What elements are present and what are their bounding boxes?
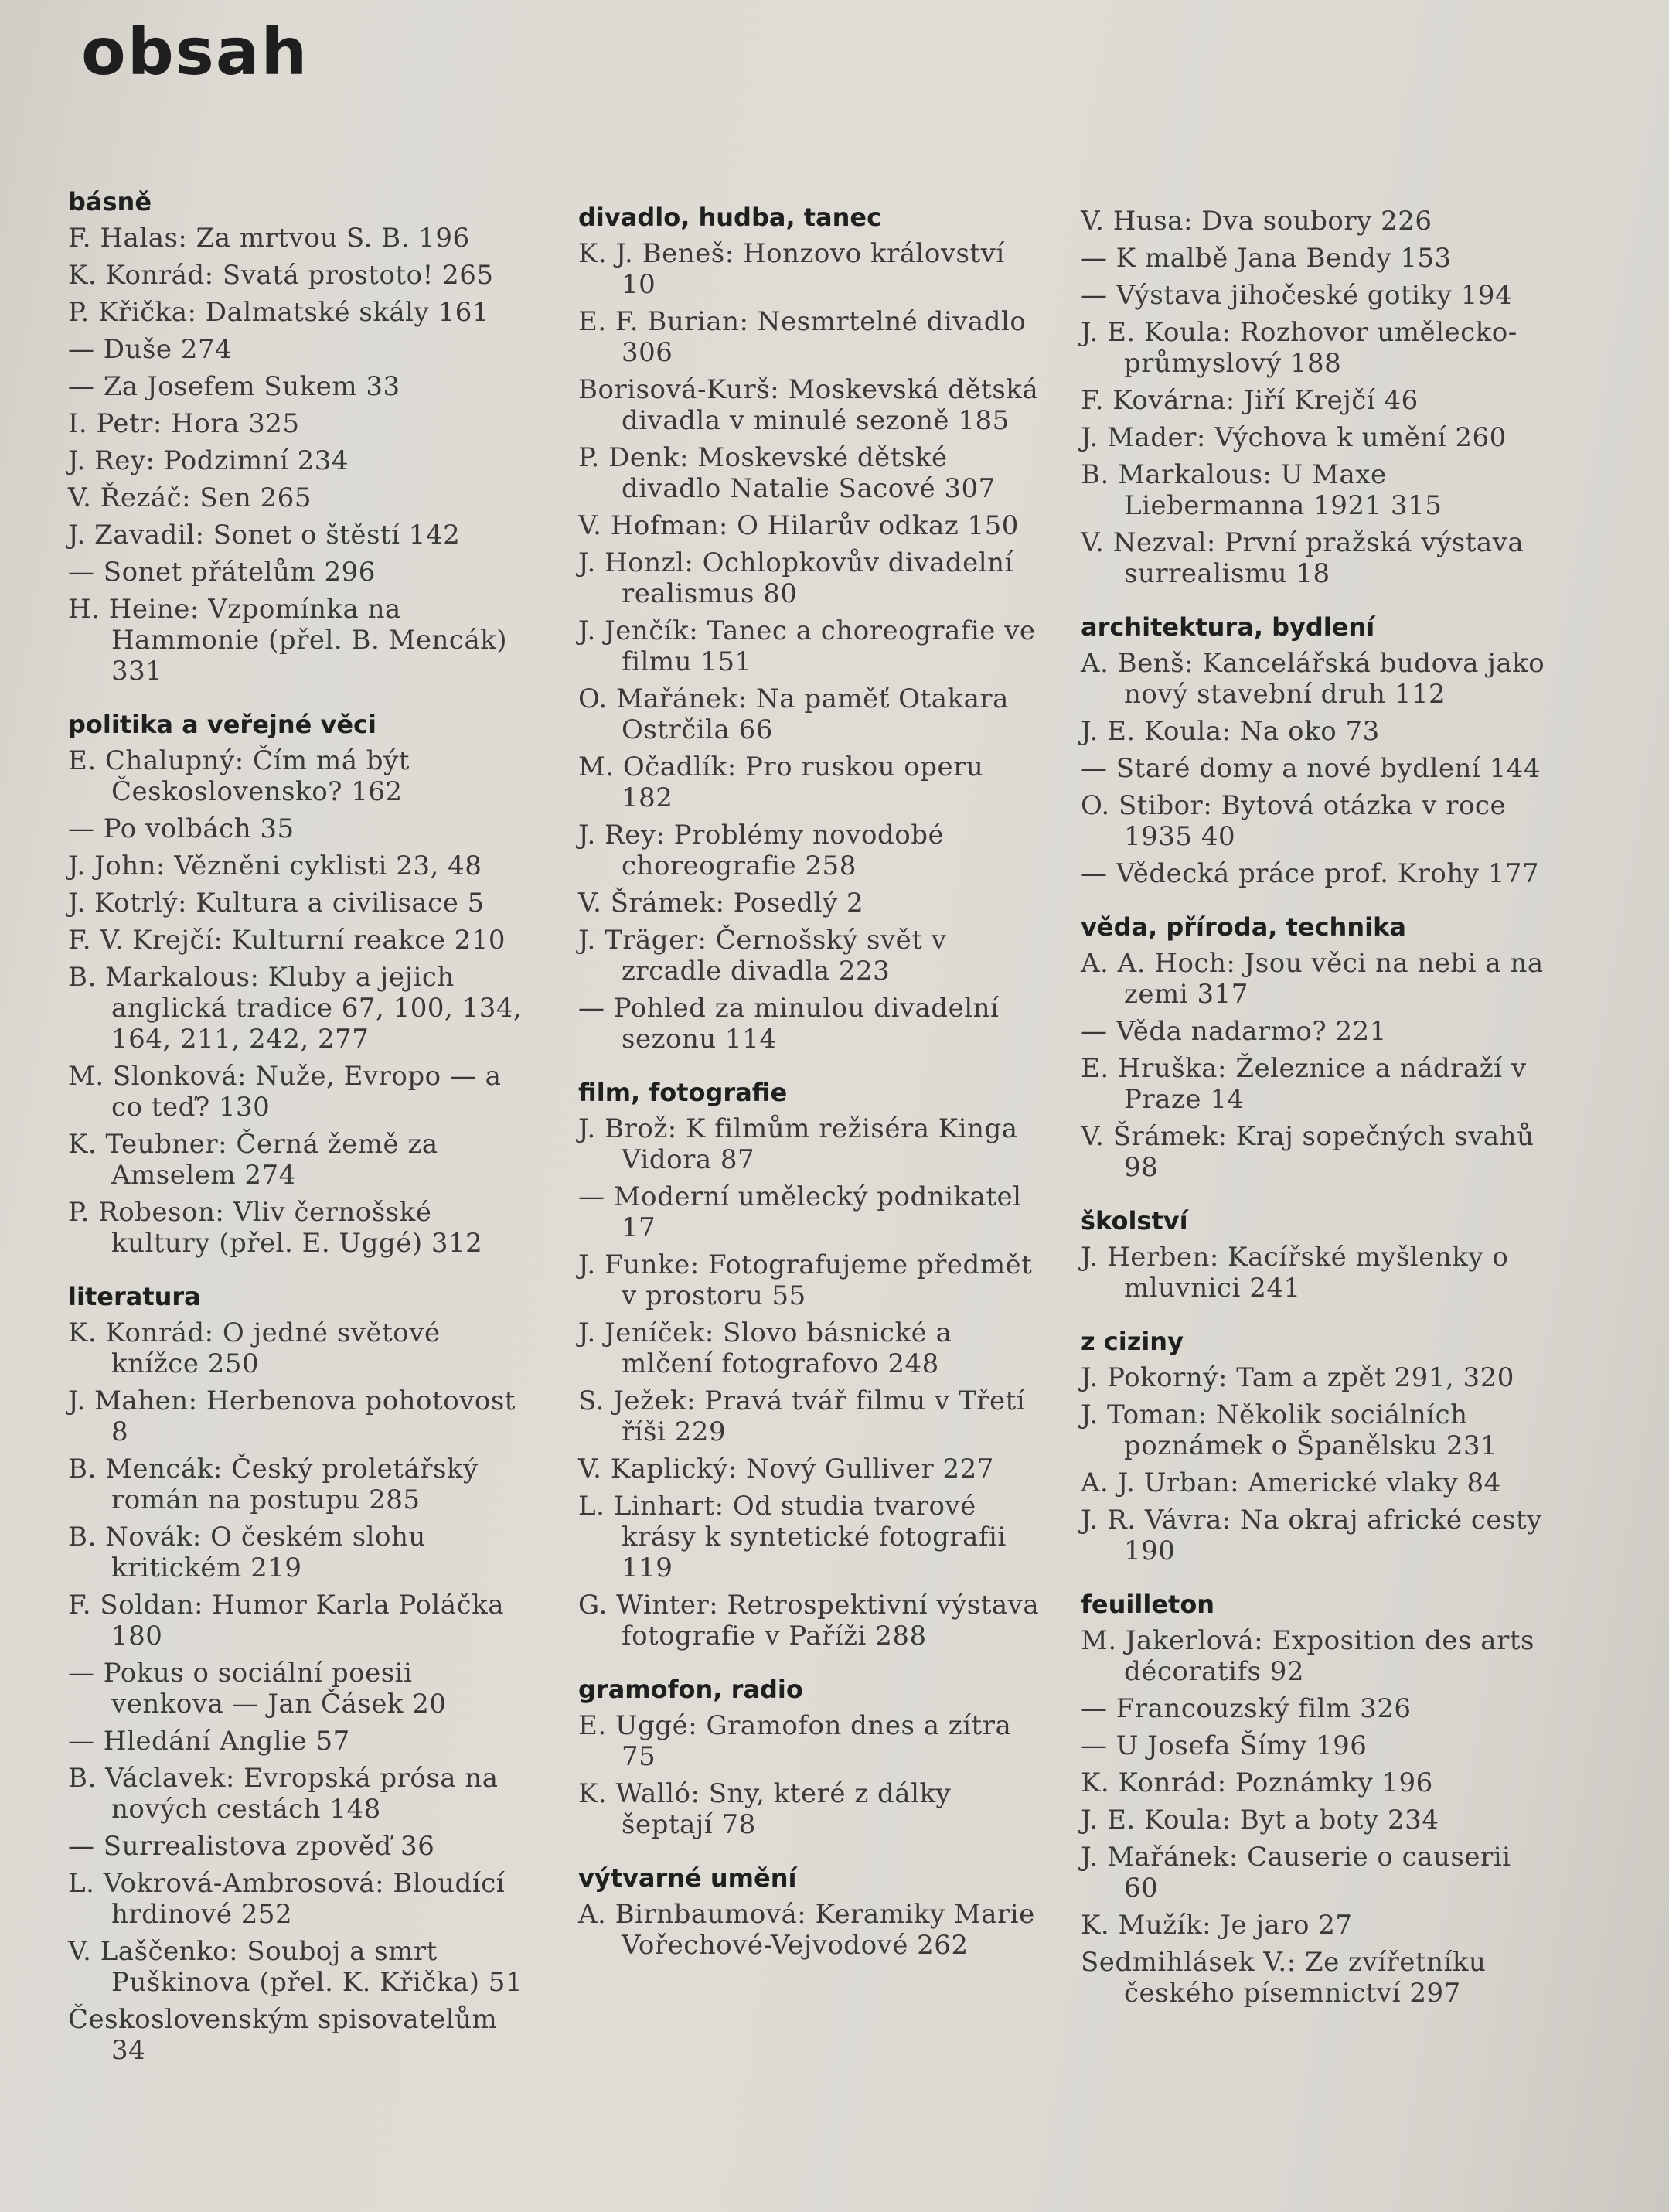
toc-section: [578, 201, 1042, 1055]
toc-entry: K. Konrád: O jedné světové knížce 250: [68, 1317, 441, 1379]
toc-entry: V. Husa: Dva soubory 226: [1081, 206, 1432, 237]
toc-section: [1081, 911, 1552, 1183]
toc-entry: F. Soldan: Humor Karla Poláčka 180: [68, 1590, 504, 1651]
toc-entry: G. Winter: Retrospektivní výstava fotografie v Paříži 288: [578, 1590, 1040, 1651]
toc-entry: — U Josefa Šímy 196: [1081, 1730, 1368, 1761]
toc-entry: J. Toman: Několik sociálních poznámek o Španělsku 231: [1081, 1399, 1498, 1461]
toc-entry: Sedmihlásek V.: Ze zvířetníku českého písemnictví 297: [1081, 1947, 1487, 2009]
toc-entry: V. Šrámek: Kraj sopečných svahů 98: [1081, 1121, 1534, 1183]
toc-entry: E. Chalupný: Čím má být Československo? 162: [68, 745, 410, 807]
toc-entry: K. Konrád: Poznámky 196: [1081, 1767, 1433, 1798]
toc-section: [578, 1076, 1042, 1651]
toc-entry: H. Heine: Vzpomínka na Hammonie (přel. B. Mencák) 331: [68, 594, 508, 687]
toc-section: [1081, 1205, 1552, 1304]
toc-entry: F. V. Krejčí: Kulturní reakce 210: [68, 925, 506, 956]
toc-entry: K. Teubner: Černá žemě za Amselem 274: [68, 1129, 438, 1191]
toc-entry: E. Uggé: Gramofon dnes a zítra 75: [578, 1710, 1012, 1772]
toc-entry: K. J. Beneš: Honzovo království 10: [578, 238, 1005, 300]
toc-entry: V. Nezval: První pražská výstava surrealismu 18: [1081, 527, 1524, 589]
toc-entry: J. Herben: Kacířské myšlenky o mluvnici 241: [1081, 1242, 1509, 1304]
toc-entry: — Po volbách 35: [68, 813, 295, 844]
toc-entry: V. Hofman: O Hilarův odkaz 150: [578, 510, 1019, 541]
toc-entry: J. Rey: Problémy novodobé choreografie 258: [578, 820, 945, 881]
section-heading: z ciziny: [1081, 1327, 1184, 1356]
column-3: [1081, 206, 1552, 2030]
toc-entry: B. Václavek: Evropská prósa na nových cestách 148: [68, 1763, 499, 1825]
toc-entry: J. John: Vězněni cyklisti 23, 48: [68, 850, 482, 881]
section-heading: literatura: [68, 1282, 201, 1311]
toc-entry: — Výstava jihočeské gotiky 194: [1081, 280, 1513, 311]
toc-entry: A. J. Urban: Americké vlaky 84: [1081, 1467, 1501, 1498]
toc-entry: A. Benš: Kancelářská budova jako nový stavební druh 112: [1081, 648, 1545, 710]
toc-entry: J. Jenčík: Tanec a choreografie ve filmu 151: [578, 615, 1036, 677]
toc-section: [68, 708, 532, 1259]
toc-entry: J. Brož: K filmům režiséra Kinga Vidora 87: [578, 1113, 1018, 1175]
toc-entry: K. Konrád: Svatá prostoto! 265: [68, 260, 494, 291]
toc-entry: J. Träger: Černošský svět v zrcadle divadla 223: [578, 925, 947, 987]
toc-entry: J. Pokorný: Tam a zpět 291, 320: [1081, 1362, 1514, 1393]
toc-entry: — Věda nadarmo? 221: [1081, 1016, 1387, 1047]
toc-entry: — Staré domy a nové bydlení 144: [1081, 753, 1541, 784]
toc-entry: — Za Josefem Sukem 33: [68, 371, 400, 402]
toc-entry: M. Jakerlová: Exposition des arts décoratifs 92: [1081, 1625, 1534, 1687]
toc-entry: — Francouzský film 326: [1081, 1693, 1412, 1724]
toc-entry: — Hledání Anglie 57: [68, 1726, 350, 1757]
section-heading: politika a veřejné věci: [68, 710, 376, 739]
toc-entry: J. Mader: Výchova k umění 260: [1081, 422, 1507, 453]
section-heading: školství: [1081, 1206, 1188, 1236]
section-heading: gramofon, radio: [578, 1675, 803, 1704]
toc-entry: — Duše 274: [68, 334, 233, 365]
toc-entry: F. Kovárna: Jiří Krejčí 46: [1081, 385, 1419, 416]
section-heading: film, fotografie: [578, 1078, 788, 1107]
toc-entry: — Pokus o sociální poesii venkova — Jan Čásek 20: [68, 1658, 447, 1719]
toc-entry: J. Funke: Fotografujeme předmět v prostoru 55: [578, 1249, 1033, 1311]
toc-entry: F. Halas: Za mrtvou S. B. 196: [68, 223, 470, 254]
toc-entry: Borisová-Kurš: Moskevská dětská divadla v minulé sezoně 185: [578, 374, 1039, 436]
toc-entry: K. Walló: Sny, které z dálky šeptají 78: [578, 1778, 952, 1840]
section-heading: básně: [68, 187, 152, 216]
toc-entry: J. Jeníček: Slovo básnické a mlčení fotografovo 248: [578, 1317, 952, 1379]
toc-section: [68, 186, 532, 687]
toc-entry: B. Markalous: U Maxe Liebermanna 1921 315: [1081, 459, 1442, 521]
section-heading: výtvarné umění: [578, 1863, 797, 1893]
section-heading: feuilleton: [1081, 1590, 1215, 1619]
toc-section: [578, 1673, 1042, 1840]
toc-section: [1081, 611, 1552, 889]
column-2: [578, 186, 1042, 1982]
toc-entry: J. Zavadil: Sonet o štěstí 142: [68, 520, 461, 550]
toc-entry: O. Stibor: Bytová otázka v roce 1935 40: [1081, 790, 1507, 852]
toc-entry: V. Šrámek: Posedlý 2: [578, 888, 864, 919]
toc-entry: A. Birnbaumová: Keramiky Marie Vořechové-Vejvodové 262: [578, 1899, 1035, 1961]
toc-entry: V. Kaplický: Nový Gulliver 227: [578, 1454, 994, 1484]
toc-entry: J. Mařánek: Causerie o causerii 60: [1081, 1842, 1511, 1904]
toc-entry: E. F. Burian: Nesmrtelné divadlo 306: [578, 306, 1027, 368]
toc-section: [1081, 1325, 1552, 1566]
toc-entry: — Sonet přátelům 296: [68, 557, 376, 588]
toc-entry: J. Mahen: Herbenova pohotovost 8: [68, 1385, 516, 1447]
toc-entry: V. Řezáč: Sen 265: [68, 482, 312, 513]
toc-entry: J. Honzl: Ochlopkovův divadelní realismus 80: [578, 547, 1013, 609]
toc-entry: S. Ježek: Pravá tvář filmu v Třetí říši 229: [578, 1385, 1026, 1447]
toc-entry: J. E. Koula: Byt a boty 234: [1081, 1805, 1439, 1835]
toc-entry: E. Hruška: Železnice a nádraží v Praze 14: [1081, 1053, 1527, 1115]
toc-entry: J. E. Koula: Rozhovor umělecko-průmyslový 188: [1081, 317, 1517, 379]
toc-entry: P. Denk: Moskevské dětské divadlo Natalie Sacové 307: [578, 442, 996, 504]
toc-entry: B. Novák: O českém slohu kritickém 219: [68, 1522, 426, 1583]
toc-section: [1081, 1588, 1552, 2009]
toc-entry: L. Linhart: Od studia tvarové krásy k syntetické fotografii 119: [578, 1491, 1007, 1583]
toc-entry: — Moderní umělecký podnikatel 17: [578, 1181, 1022, 1243]
page-title: obsah: [81, 14, 309, 90]
toc-entry: O. Mařánek: Na paměť Otakara Ostrčila 66: [578, 683, 1009, 745]
section-heading: věda, příroda, technika: [1081, 912, 1406, 942]
toc-entry: J. R. Vávra: Na okraj africké cesty 190: [1081, 1505, 1542, 1566]
toc-entry: Československým spisovatelům 34: [68, 2004, 498, 2066]
toc-entry: — Surrealistova zpověď 36: [68, 1831, 435, 1862]
toc-section: [578, 1862, 1042, 1961]
toc-entry: — Vědecká práce prof. Krohy 177: [1081, 858, 1540, 889]
column-1: [68, 186, 532, 2088]
toc-entry: I. Petr: Hora 325: [68, 408, 300, 439]
toc-entry: J. Rey: Podzimní 234: [68, 445, 349, 476]
section-heading: divadlo, hudba, tanec: [578, 203, 882, 232]
toc-section: [68, 1280, 532, 2066]
toc-entry: P. Robeson: Vliv černošské kultury (přel. E. Uggé) 312: [68, 1197, 483, 1259]
toc-section: [1081, 206, 1552, 589]
toc-entry: B. Mencák: Český proletářský román na postupu 285: [68, 1454, 479, 1515]
toc-entry: V. Laščenko: Souboj a smrt Puškinova (přel. K. Křička) 51: [68, 1936, 523, 1998]
toc-entry: K. Mužík: Je jaro 27: [1081, 1910, 1353, 1941]
toc-entry: A. A. Hoch: Jsou věci na nebi a na zemi 317: [1081, 948, 1544, 1010]
toc-entry: — Pohled za minulou divadelní sezonu 114: [578, 993, 1000, 1055]
section-heading: architektura, bydlení: [1081, 612, 1375, 642]
toc-entry: — K malbě Jana Bendy 153: [1081, 243, 1452, 274]
toc-entry: B. Markalous: Kluby a jejich anglická tradice 67, 100, 134, 164, 211, 242, 277: [68, 962, 523, 1055]
toc-entry: M. Slonková: Nuže, Evropo — a co teď? 130: [68, 1061, 502, 1123]
toc-entry: L. Vokrová-Ambrosová: Bloudící hrdinové 252: [68, 1868, 506, 1930]
toc-entry: J. E. Koula: Na oko 73: [1081, 716, 1380, 747]
toc-entry: J. Kotrlý: Kultura a civilisace 5: [68, 888, 485, 919]
toc-entry: M. Očadlík: Pro ruskou operu 182: [578, 752, 984, 813]
toc-entry: P. Křička: Dalmatské skály 161: [68, 297, 489, 328]
